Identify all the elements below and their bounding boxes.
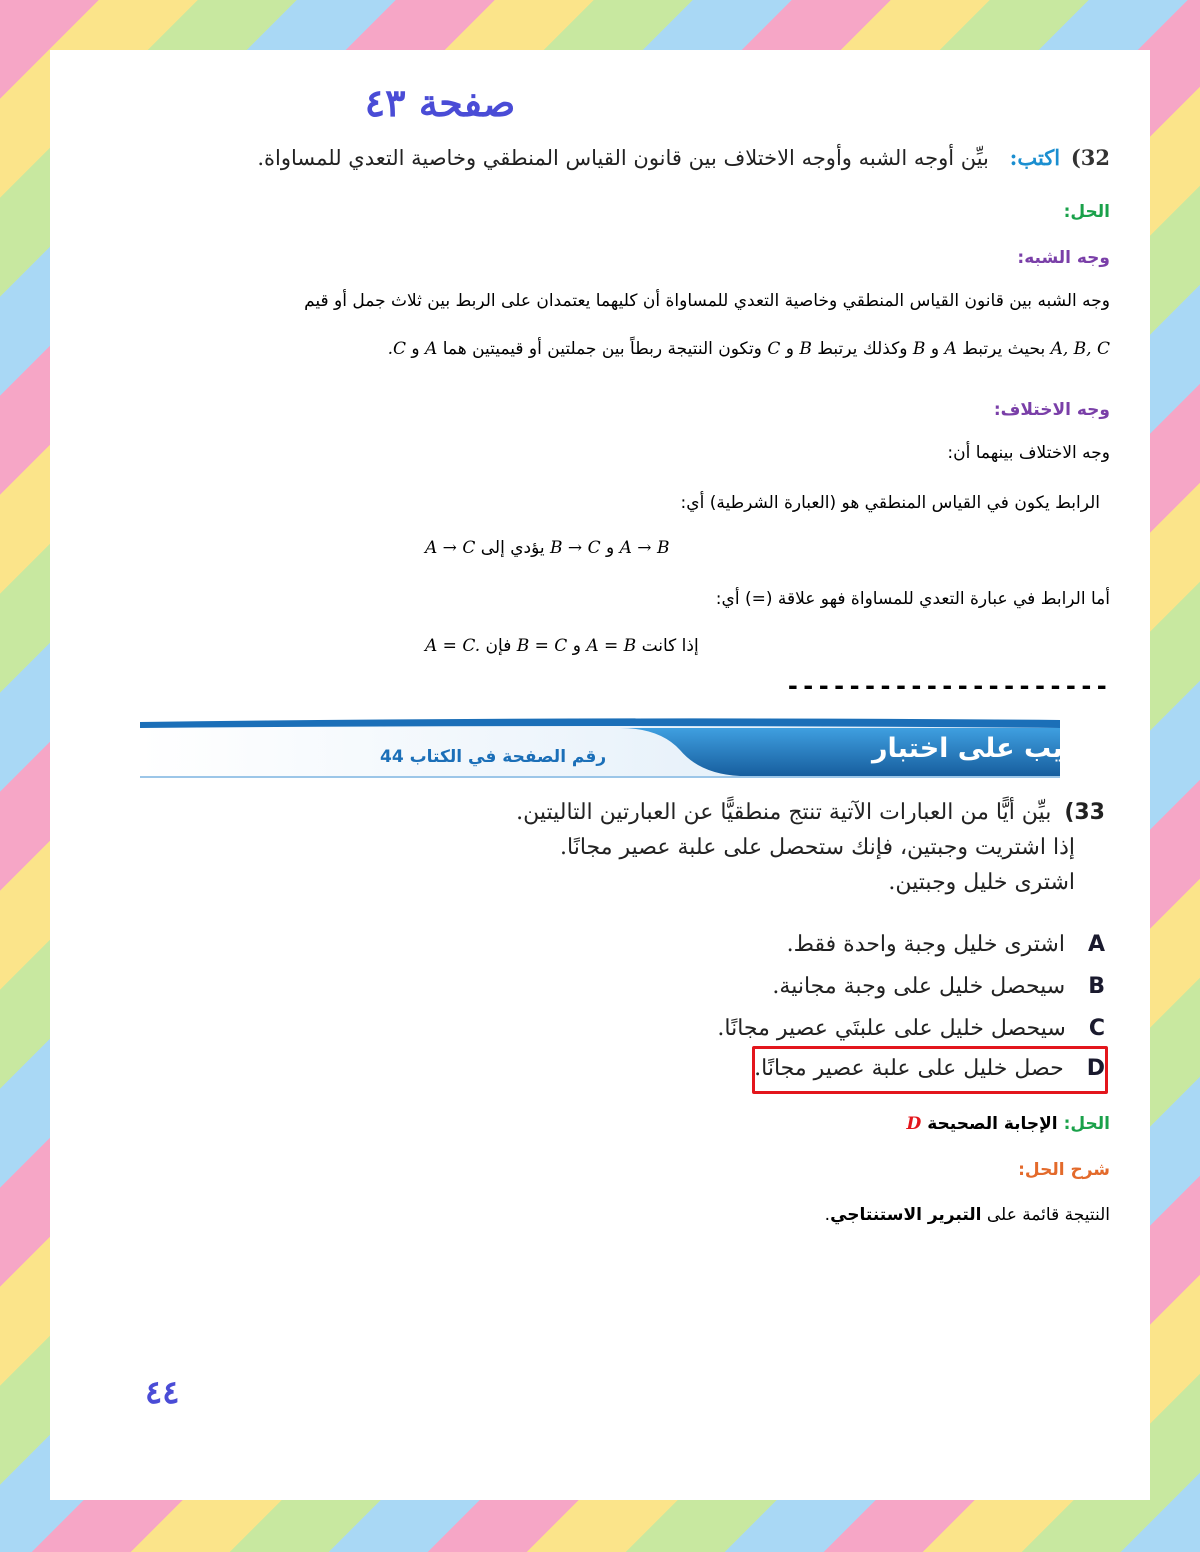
premise-2: اشترى خليل وجبتين. (888, 870, 1075, 895)
page-number: ٤٤ (145, 1373, 180, 1411)
option-text: اشترى خليل وجبة واحدة فقط. (786, 932, 1065, 957)
similarity-line-2 (100, 336, 1110, 363)
option-text: حصل خليل على علبة عصير مجانًا. (754, 1056, 1064, 1081)
explanation-emphasis: التبرير الاستنتاجي (830, 1205, 982, 1225)
math-var: A (425, 339, 438, 359)
solution-33 (907, 1114, 1110, 1134)
option-c[interactable] (645, 1016, 1105, 1041)
option-text: سيحصل خليل على علبتَي عصير مجانًا. (717, 1016, 1066, 1041)
math-expr: A = C. (425, 636, 481, 656)
question-33-text: بيِّن أيًّا من العبارات الآتية تنتج منطقيًّا عن العبارتين التاليتين. (516, 800, 1052, 825)
text: و (606, 538, 615, 558)
math-var: A (944, 339, 957, 359)
text: و (572, 636, 581, 656)
math-expr: A → B (619, 538, 670, 558)
answer-letter: D (906, 1114, 922, 1134)
transitive-math (425, 636, 699, 656)
answer-text: الإجابة الصحيحة (927, 1114, 1058, 1134)
text: يؤدي إلى (480, 538, 545, 558)
math-var: B (912, 339, 926, 359)
explanation-label: شرح الحل: (1018, 1160, 1110, 1180)
option-letter: A (1087, 932, 1105, 957)
text: و (411, 339, 420, 359)
similarity-label: وجه الشبه: (1017, 248, 1110, 268)
math-expr: A → C (425, 538, 476, 558)
math-expr: B = C (516, 636, 568, 656)
text: فإن (485, 636, 512, 656)
connector-transitive: أما الرابط في عبارة التعدي للمساواة فهو علاقة (=) أي: (715, 589, 1110, 609)
premise-1: إذا اشتريت وجبتين، فإنك ستحصل على علبة عصير مجانًا. (560, 835, 1075, 860)
explanation (825, 1205, 1110, 1225)
question-33-stem (345, 800, 1105, 825)
question-32-label: اكتب: (1009, 145, 1061, 170)
syllogism-math (425, 538, 669, 558)
solution-33-label: الحل: (1063, 1114, 1110, 1134)
text: إذا كانت (641, 636, 699, 656)
question-33-number: 33) (1064, 800, 1105, 825)
math-expr: A = B (586, 636, 637, 656)
question-33 (345, 800, 1105, 1081)
text: و (785, 339, 794, 359)
connector-syllogism: الرابط يكون في القياس المنطقي هو (العبارة الشرطية) أي: (680, 493, 1100, 513)
text: و (930, 339, 940, 359)
page-title: صفحة ٤٣ (364, 80, 516, 125)
question-32-text: بيِّن أوجه الشبه وأوجه الاختلاف بين قانون القياس المنطقي وخاصية التعدي للمساواة. (257, 146, 989, 170)
explanation-text: النتيجة قائمة على (986, 1205, 1110, 1225)
section-separator: --------------------- (785, 672, 1110, 700)
option-text: سيحصل خليل على وجبة مجانية. (772, 974, 1066, 999)
text: بحيث يرتبط (962, 339, 1046, 359)
solution-32-label: الحل: (1063, 202, 1110, 222)
math-vars: A, B, C (1050, 339, 1110, 359)
math-var: C. (387, 339, 407, 359)
option-b[interactable] (645, 974, 1105, 999)
page-sheet (50, 50, 1150, 1500)
text: وتكون النتيجة ربطاً بين جملتين أو قيميتين هما (442, 339, 762, 359)
question-32 (110, 145, 1110, 170)
difference-intro: وجه الاختلاف بينهما أن: (947, 443, 1110, 463)
text: وكذلك يرتبط (817, 339, 908, 359)
option-letter: B (1088, 974, 1105, 999)
similarity-line-1: وجه الشبه بين قانون القياس المنطقي وخاصية التعدي للمساواة أن كليهما يعتمدان على الربط بين ثلاث جمل أو قيم (304, 291, 1110, 311)
option-a[interactable] (645, 932, 1105, 957)
explanation-end: . (824, 1205, 831, 1225)
math-var: C (767, 339, 781, 359)
difference-label: وجه الاختلاف: (993, 400, 1110, 420)
option-letter: D (1086, 1056, 1105, 1081)
question-32-number: 32) (1070, 145, 1110, 170)
math-expr: B → C (550, 538, 601, 558)
option-letter: C (1088, 1016, 1105, 1041)
math-var: B (799, 339, 812, 359)
banner-subtitle: رقم الصفحة في الكتاب 44 (380, 747, 607, 767)
correct-answer-highlight (752, 1046, 1108, 1094)
banner-title: تدريب على اختبار (871, 733, 1104, 764)
